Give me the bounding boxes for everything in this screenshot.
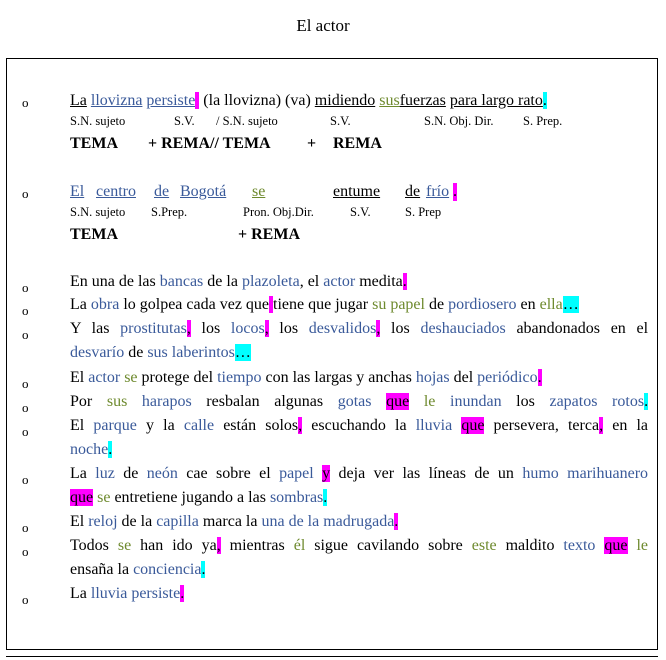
highlight-mark: . (453, 183, 457, 200)
text-segment: El (70, 417, 94, 434)
text-segment: ensaña la (70, 561, 134, 578)
highlight-mark: . (542, 92, 547, 109)
text-segment: desvalidos (308, 320, 377, 337)
token: El (70, 183, 85, 200)
highlight-mark: , (264, 320, 269, 337)
text-segment: se (124, 369, 138, 386)
text-segment: marca la (198, 513, 262, 530)
text-segment: harapos (141, 393, 192, 410)
text-segment (409, 393, 424, 410)
text-segment: parque (93, 417, 137, 434)
text-segment: pordiosero (448, 296, 517, 313)
text-segment: en (516, 296, 540, 313)
text-segment: , el (299, 273, 324, 290)
text-segment: él (293, 537, 306, 554)
text-segment: de (124, 344, 148, 361)
text-segment: bancas (159, 273, 204, 290)
bullet-marker: o (22, 592, 29, 607)
text-segment: deshauciados (420, 320, 506, 337)
text-segment: gotas (337, 393, 372, 410)
token: entume (333, 183, 381, 200)
bullet-marker: o (22, 376, 29, 391)
highlight-mark: , (186, 320, 191, 337)
text-line (70, 465, 648, 483)
text-segment: los (501, 393, 550, 410)
text-segment (314, 465, 322, 482)
highlight-mark: . (537, 369, 542, 386)
text-segment: entretiene jugando a las (110, 489, 270, 506)
text-segment: desvarío (70, 344, 125, 361)
theme-rheme-label: + REMA (238, 226, 300, 243)
text-line (70, 417, 648, 435)
text-segment: capilla (156, 513, 199, 530)
highlight-mark: que (386, 393, 410, 410)
syntax-label: S. Prep (405, 205, 442, 219)
token: de (405, 183, 421, 200)
bullet-marker: o (22, 95, 29, 110)
text-segment: una de la madrugada (261, 513, 395, 530)
text-segment: locos (230, 320, 265, 337)
highlight-mark: . (644, 393, 649, 410)
token: Bogotá (180, 183, 227, 200)
text-segment: actor (88, 369, 121, 386)
text-line (70, 320, 648, 338)
highlight-mark: . (394, 513, 399, 530)
text-line (70, 393, 648, 411)
highlight-mark: , (599, 417, 604, 434)
text-segment: neón (146, 465, 178, 482)
text-line (70, 513, 398, 531)
bullet-marker: o (22, 327, 29, 342)
text-segment: sigue cavilando sobre (305, 537, 472, 554)
text-segment: sus (106, 393, 128, 410)
text-segment: La (70, 585, 91, 602)
text-segment: sus laberintos (147, 344, 235, 361)
token: persiste (146, 92, 196, 109)
text-line (70, 561, 205, 579)
token: sus (379, 92, 400, 109)
token: se (252, 183, 266, 200)
text-segment: se (97, 489, 111, 506)
syntax-label: S. Prep. (523, 114, 563, 128)
text-segment: escuchando la (302, 417, 416, 434)
text-segment: Y las (70, 320, 121, 337)
bullet-marker: o (22, 472, 29, 487)
text-segment: de la (117, 513, 157, 530)
theme-rheme-label: REMA (333, 135, 382, 152)
text-segment (371, 393, 386, 410)
text-segment: mientras (220, 537, 294, 554)
text-segment: los (190, 320, 231, 337)
syntax-label: S.N. Obj. Dir. (424, 114, 494, 128)
text-segment: de la (203, 273, 242, 290)
text-segment: zapatos rotos (549, 393, 645, 410)
theme-rheme-label: TEMA (70, 226, 118, 243)
text-segment: noche (70, 441, 109, 458)
text-segment: protege del (137, 369, 218, 386)
highlight-mark: . (201, 561, 206, 578)
text-segment (452, 417, 461, 434)
token: llovizna (90, 92, 143, 109)
text-segment: abandonados en el (505, 320, 649, 337)
text-segment: están solos (214, 417, 299, 434)
highlight-mark: , (216, 537, 221, 554)
text-segment: inundan (450, 393, 502, 410)
highlight-mark: , (376, 320, 381, 337)
token: fuerzas (399, 92, 446, 109)
highlight-mark: … (234, 344, 251, 361)
text-segment: tiene que jugar (273, 296, 373, 313)
theme-rheme-label: TEMA (70, 135, 118, 152)
text-segment: conciencia (133, 561, 202, 578)
highlight-mark: que (70, 489, 94, 506)
text-segment: La (70, 465, 96, 482)
text-segment: han ido ya (131, 537, 217, 554)
text-segment: este (471, 537, 497, 554)
page-title: El actor (296, 16, 350, 35)
text-segment: La (70, 296, 91, 313)
syntax-label: S.V. (174, 114, 195, 128)
text-segment (127, 393, 142, 410)
text-segment: del (449, 369, 478, 386)
highlight-mark: . (323, 489, 328, 506)
theme-rheme-label: + REMA// TEMA (148, 135, 271, 152)
text-segment: calle (183, 417, 215, 434)
text-segment: periódico (477, 369, 538, 386)
text-segment: con las largas y anchas (261, 369, 416, 386)
text-segment: texto (563, 537, 596, 554)
text-segment: obra (90, 296, 120, 313)
syntax-label: S.V. (350, 205, 371, 219)
text-line (70, 296, 579, 314)
text-segment: humo marihuanero (522, 465, 649, 482)
token: La (70, 92, 87, 109)
bottom-divider (6, 656, 658, 657)
highlight-mark: , (298, 417, 303, 434)
text-line (70, 537, 648, 555)
syntax-label: / S.N. sujeto (216, 114, 278, 128)
text-segment (435, 393, 450, 410)
text-segment: maldito (496, 537, 564, 554)
text-segment: plazoleta (241, 273, 300, 290)
theme-rheme-label: + (307, 135, 317, 152)
text-segment: sombras (269, 489, 324, 506)
syntax-label: S.V. (330, 114, 351, 128)
text-segment: se (117, 537, 132, 554)
text-segment: luz (95, 465, 115, 482)
text-segment: persevera, terca (484, 417, 600, 434)
syntax-label: S.N. sujeto (70, 114, 126, 128)
text-segment: El (70, 369, 89, 386)
highlight-mark: que (604, 537, 628, 554)
text-segment: en la (603, 417, 649, 434)
bullet-marker: o (22, 520, 29, 535)
text-segment: medita (355, 273, 403, 290)
bullet-marker: o (22, 424, 29, 439)
text-segment: reloj (88, 513, 118, 530)
highlight-mark: . (180, 585, 185, 602)
text-segment: de (424, 296, 449, 313)
text-segment: su papel (372, 296, 425, 313)
highlight-mark: y (322, 465, 331, 482)
text-line (70, 585, 184, 603)
text-segment: El (70, 513, 89, 530)
text-line (70, 441, 112, 459)
text-line (70, 273, 407, 291)
sentence-1 (70, 92, 547, 110)
text-line (70, 344, 251, 362)
text-segment: y la (136, 417, 184, 434)
highlight-mark: . (108, 441, 113, 458)
syntax-label: Pron. Obj.Dir. (243, 205, 314, 219)
text-segment: prostitutas (120, 320, 187, 337)
text-segment: cae sobre el (177, 465, 280, 482)
text-segment: los (268, 320, 309, 337)
bullet-marker: o (22, 303, 29, 318)
text-segment: le (636, 537, 649, 554)
syntax-label: S.Prep. (151, 205, 188, 219)
syntax-label: S.N. sujeto (70, 205, 126, 219)
token: para largo rato (449, 92, 543, 109)
text-segment: deja ver las líneas de un (330, 465, 523, 482)
text-segment: papel (279, 465, 314, 482)
text-segment: le (423, 393, 436, 410)
text-segment: ella (539, 296, 563, 313)
text-segment: tiempo (217, 369, 262, 386)
text-segment: hojas (415, 369, 450, 386)
token: (la llovizna) (va) (199, 92, 311, 109)
text-segment: resbalan algunas (191, 393, 338, 410)
text-segment: actor (323, 273, 356, 290)
bullet-marker: o (22, 280, 29, 295)
text-segment: Todos (70, 537, 118, 554)
highlight-mark: . (402, 273, 407, 290)
token: de (154, 183, 170, 200)
text-segment: los (380, 320, 421, 337)
text-segment: En una de las (70, 273, 160, 290)
bullet-marker: o (22, 544, 29, 559)
bullet-marker: o (22, 186, 29, 201)
text-segment: Por (70, 393, 107, 410)
token: midiendo (314, 92, 376, 109)
bullet-marker: o (22, 400, 29, 415)
text-segment: de (114, 465, 147, 482)
token: frío (426, 183, 450, 200)
highlight-mark: que (461, 417, 485, 434)
highlight-mark: … (562, 296, 579, 313)
text-line (70, 489, 327, 507)
token: centro (96, 183, 136, 200)
text-segment: lluvia persiste (90, 585, 181, 602)
text-line (70, 369, 542, 387)
text-segment: lo golpea cada vez que (119, 296, 270, 313)
text-segment: lluvia (415, 417, 453, 434)
